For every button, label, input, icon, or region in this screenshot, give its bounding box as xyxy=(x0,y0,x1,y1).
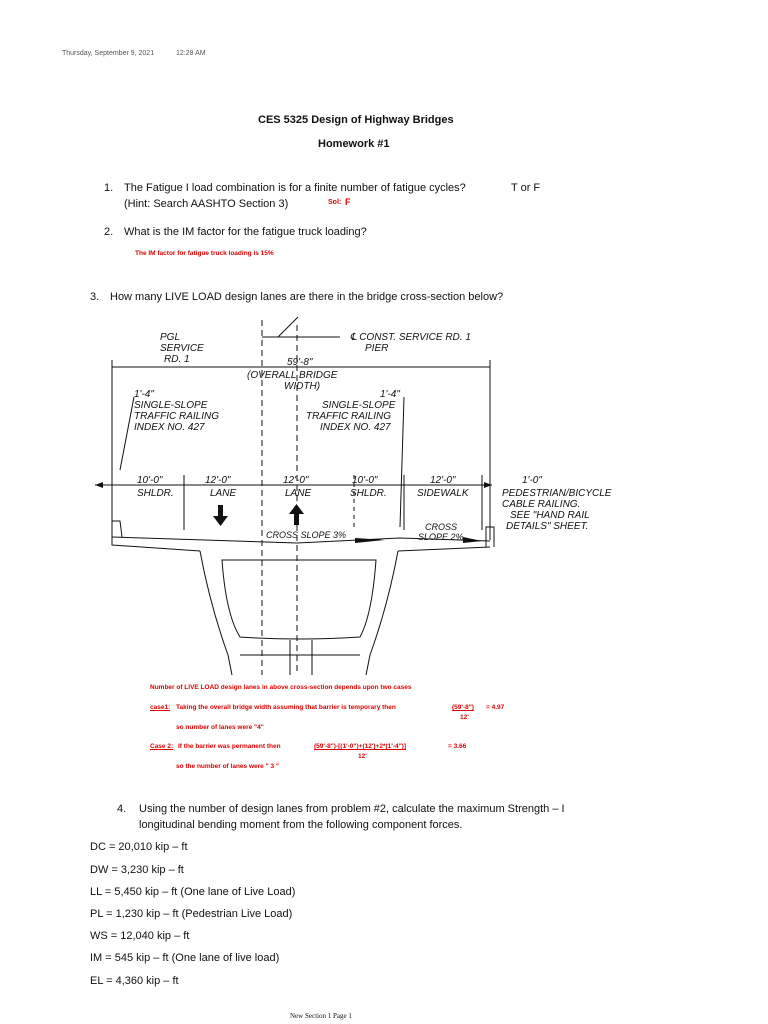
date-stamp: Thursday, September 9, 2021 xyxy=(62,50,155,57)
dim-shoulder-left: 10'-0" xyxy=(137,475,163,486)
q4-text-line2: longitudinal bending moment from the following component forces. xyxy=(139,819,463,831)
left-rail-width: 1'-4" xyxy=(134,389,154,400)
left-rail-type-2: TRAFFIC RAILING xyxy=(134,411,220,422)
pgl-service-label: SERVICE xyxy=(160,343,204,354)
pgl-offset-leader xyxy=(278,317,298,337)
force-el: EL = 4,360 kip – ft xyxy=(90,975,179,987)
right-rail-width: 1'-4" xyxy=(380,389,400,400)
q4-text-line1: Using the number of design lanes from problem #2, calculate the maximum Strength – I xyxy=(139,803,565,815)
left-rail-index: INDEX NO. 427 xyxy=(134,422,205,433)
force-ll: LL = 5,450 kip – ft (One lane of Live Load) xyxy=(90,886,296,898)
cross-slope-main: CROSS SLOPE 3% xyxy=(266,530,347,540)
q4-number: 4. xyxy=(117,803,127,815)
q1-sol-label: Sol: xyxy=(328,199,342,206)
ped-rail-label-3: SEE "HAND RAIL xyxy=(510,510,590,521)
case2-lanes: so the number of lanes were " 3 " xyxy=(176,763,279,770)
q2-answer: The IM factor for fatigue truck loading is 15% xyxy=(135,250,274,257)
force-dc: DC = 20,010 kip – ft xyxy=(90,841,188,853)
down-arrow-head xyxy=(213,516,228,526)
q1-text: The Fatigue I load combination is for a finite number of fatigue cycles? xyxy=(124,182,466,194)
bridge-cross-section xyxy=(0,315,768,680)
up-arrow-head xyxy=(289,504,304,514)
right-rail-index: INDEX NO. 427 xyxy=(320,422,391,433)
q1-sol-value: F xyxy=(345,197,351,207)
label-shoulder-right: SHLDR. xyxy=(350,488,387,499)
dim-arrow-right xyxy=(484,482,492,488)
case2-text: If the barrier was permanent then xyxy=(178,743,281,750)
down-arrow-shaft xyxy=(218,505,223,517)
left-barrier xyxy=(112,521,122,537)
dim-lane-2: 12'-0" xyxy=(283,475,309,486)
label-lane-1: LANE xyxy=(210,488,237,499)
up-arrow-shaft xyxy=(294,513,299,525)
force-ws: WS = 12,040 kip – ft xyxy=(90,930,190,942)
force-im: IM = 545 kip – ft (One lane of live load) xyxy=(90,952,280,964)
ped-rail-label-4: DETAILS" SHEET. xyxy=(506,521,589,532)
right-rail-type: SINGLE-SLOPE xyxy=(322,400,396,411)
dim-sidewalk: 12'-0" xyxy=(430,475,456,486)
force-dw: DW = 3,230 kip – ft xyxy=(90,864,184,876)
left-rail-type: SINGLE-SLOPE xyxy=(134,400,208,411)
cross-slope-side: CROSS xyxy=(425,522,458,532)
cross-slope-2-arrow xyxy=(463,537,482,543)
overall-width-value: 59'-8" xyxy=(287,357,313,368)
case1-denominator: 12' xyxy=(460,714,469,721)
right-web xyxy=(366,551,398,675)
case2-result: = 3.66 xyxy=(448,743,467,750)
force-pl: PL = 1,230 kip – ft (Pedestrian Live Load) xyxy=(90,908,293,920)
ped-rail-label: PEDESTRIAN/BICYCLE xyxy=(502,488,612,499)
pier-label: PIER xyxy=(365,343,389,354)
q1-number: 1. xyxy=(104,182,114,194)
dim-lane-1: 12'-0" xyxy=(205,475,231,486)
label-sidewalk: SIDEWALK xyxy=(417,488,469,499)
q3-text: How many LIVE LOAD design lanes are there in the bridge cross-section below? xyxy=(110,291,504,303)
time-stamp: 12:28 AM xyxy=(176,50,206,57)
ped-rail-label-2: CABLE RAILING. xyxy=(502,499,581,510)
case1-text: Taking the overall bridge width assuming that barrier is temporary then xyxy=(176,704,396,711)
const-label: ℄ CONST. SERVICE RD. 1 xyxy=(350,332,471,343)
case1-lanes: so number of lanes were "4" xyxy=(176,724,264,731)
case1-label: case1: xyxy=(150,704,171,711)
dim-arrow-left xyxy=(95,482,103,488)
pgl-rd-label: RD. 1 xyxy=(164,354,190,365)
q2-number: 2. xyxy=(104,226,114,238)
right-deck-underside xyxy=(398,547,490,551)
q2-text: What is the IM factor for the fatigue truck loading? xyxy=(124,226,367,238)
dim-ped-rail: 1'-0" xyxy=(522,475,542,486)
case1-result: = 4.97 xyxy=(486,704,505,711)
homework-title: Homework #1 xyxy=(318,138,390,150)
q1-hint: (Hint: Search AASHTO Section 3) xyxy=(124,198,289,210)
q3-number: 3. xyxy=(90,291,100,303)
case1-numerator: (59'-8") xyxy=(452,704,474,711)
left-web xyxy=(200,551,232,675)
left-rail-leader xyxy=(120,397,134,470)
course-title: CES 5325 Design of Highway Bridges xyxy=(258,114,454,126)
right-rail-type-2: TRAFFIC RAILING xyxy=(306,411,392,422)
case2-denominator: 12' xyxy=(358,753,367,760)
case2-label: Case 2: xyxy=(150,743,174,750)
pgl-label: PGL xyxy=(160,332,181,343)
case2-numerator: (59'-8")-[(1'-0")+(12')+2*(1'-4")] xyxy=(314,743,407,750)
sol3-intro: Number of LIVE LOAD design lanes in above cross-section depends upon two cases xyxy=(150,684,412,691)
box-void xyxy=(222,560,376,639)
overall-width-label-2: WIDTH) xyxy=(284,381,321,392)
right-rail-leader xyxy=(400,397,404,527)
label-shoulder-left: SHLDR. xyxy=(137,488,174,499)
q1-options: T or F xyxy=(511,182,541,194)
cross-slope-side-2: SLOPE 2% xyxy=(418,532,464,542)
dim-shoulder-right: 10'-0" xyxy=(352,475,378,486)
page-footer: New Section 1 Page 1 xyxy=(290,1012,352,1020)
overall-width-label: (OVERALL BRIDGE xyxy=(247,370,338,381)
label-lane-2: LANE xyxy=(285,488,312,499)
